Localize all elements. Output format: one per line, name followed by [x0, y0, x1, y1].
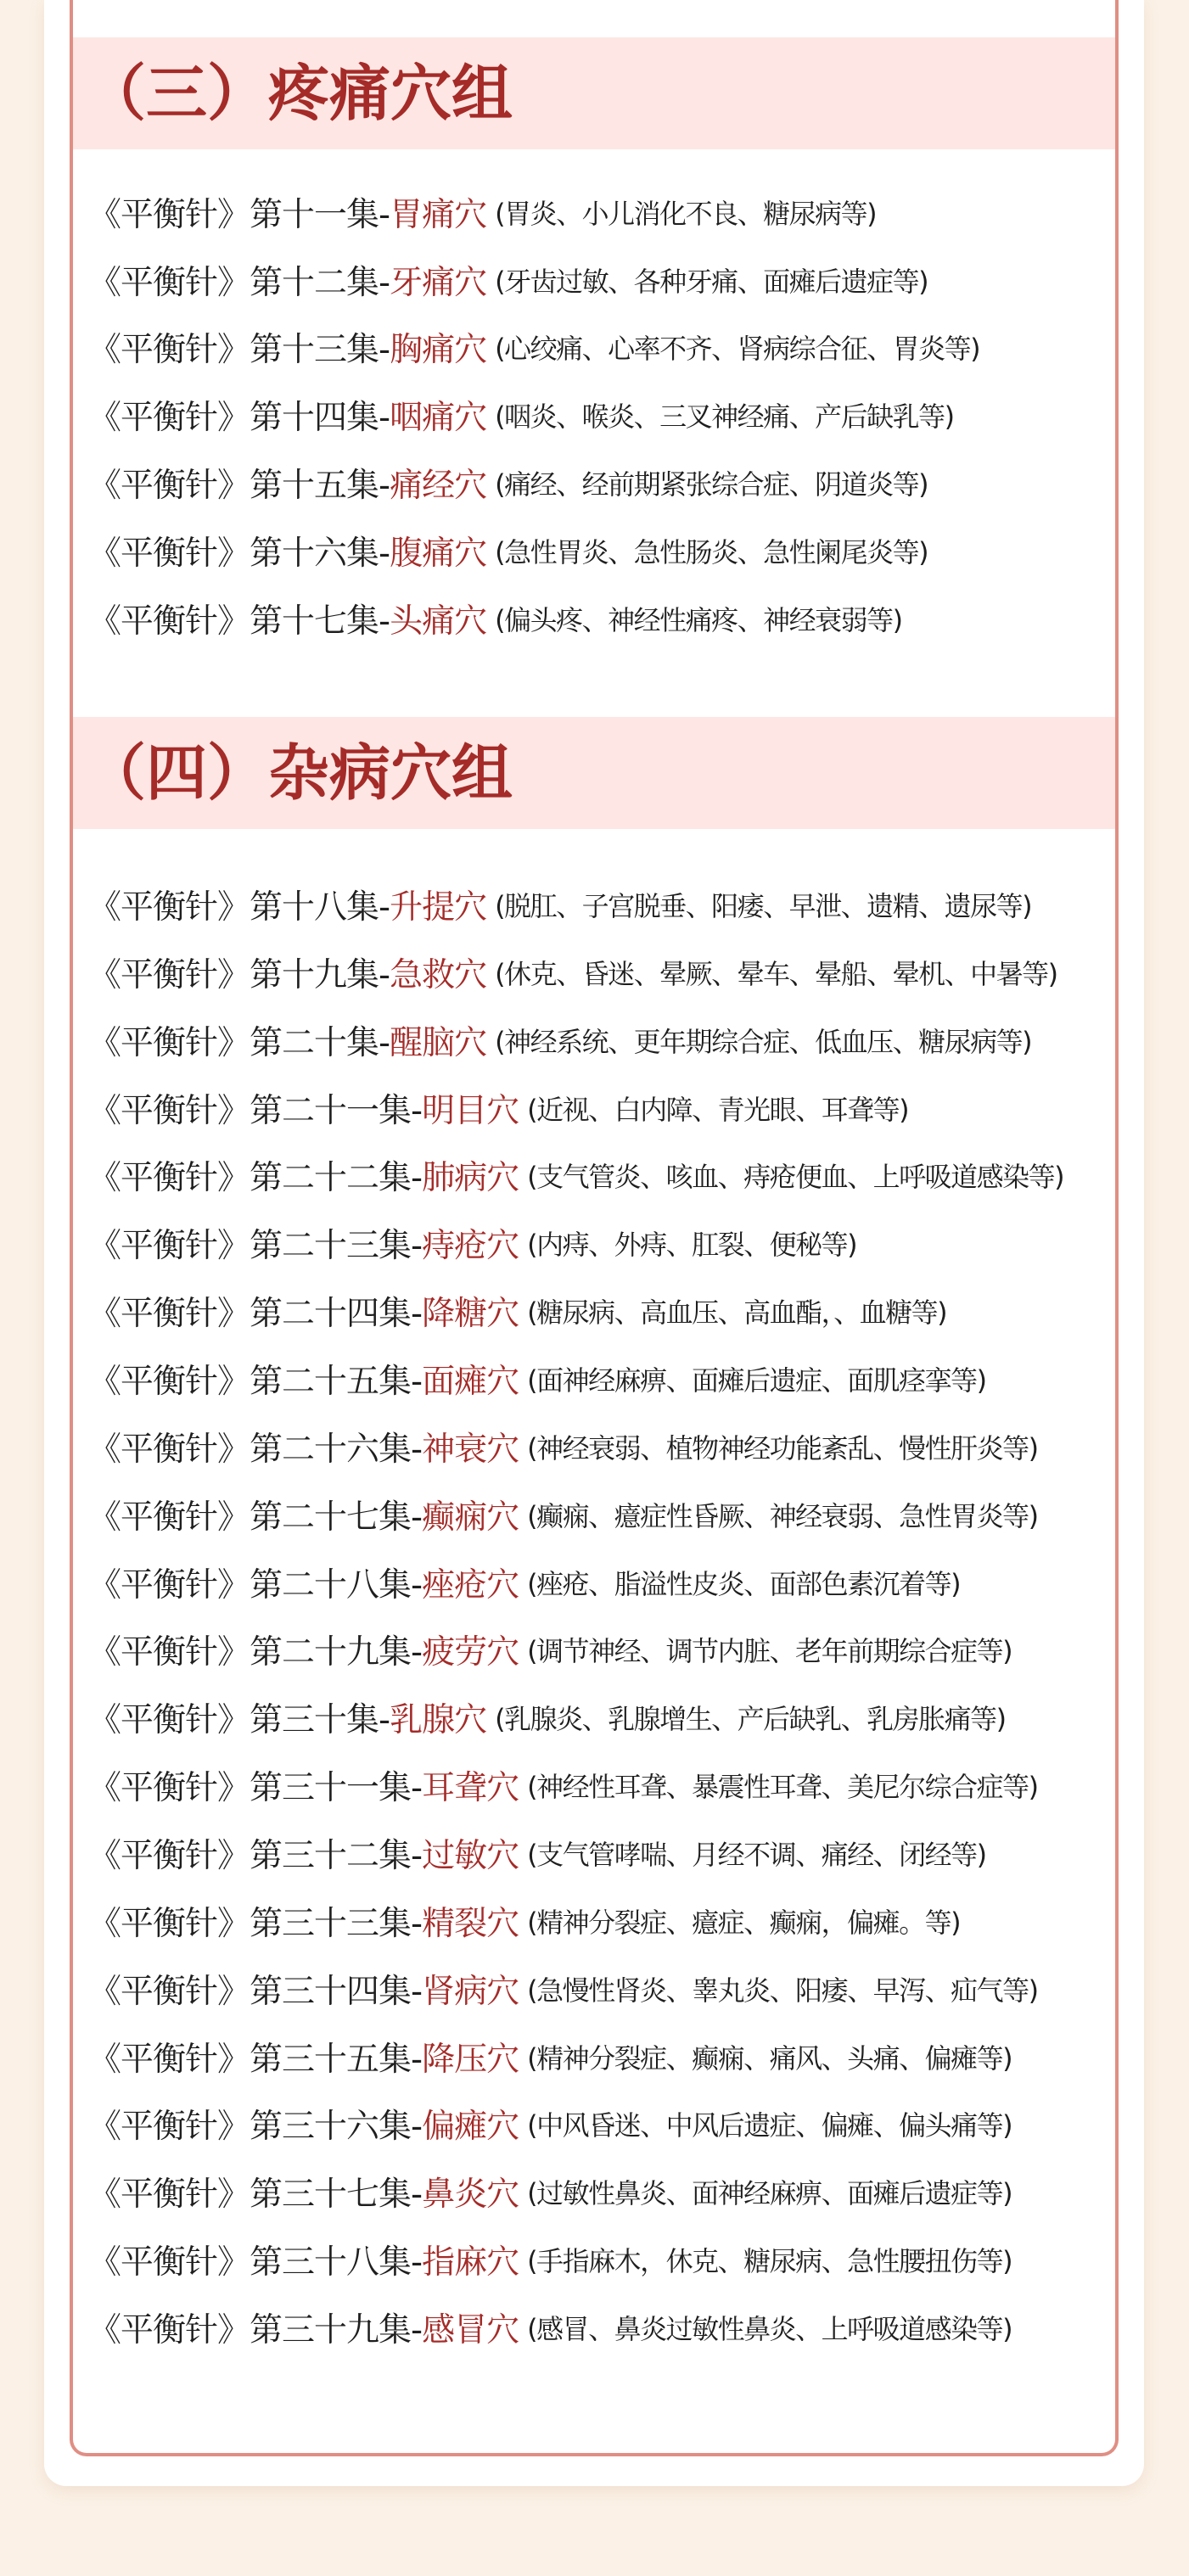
episode-list-item[interactable] — [88, 2158, 1125, 2226]
acupoint-name: 疲劳穴 — [422, 1633, 519, 1672]
indication-note: (面神经麻痹、面瘫后遗症、面肌痉挛等) — [527, 1364, 986, 1397]
indication-note: (支气管炎、咳血、痔疮便血、上呼吸道感染等) — [527, 1161, 1064, 1194]
acupoint-name: 偏瘫穴 — [422, 2108, 519, 2147]
episode-title: 《平衡针》第十九集- — [88, 955, 390, 994]
episode-title: 《平衡针》第十二集- — [88, 263, 390, 302]
episode-title: 《平衡针》第三十二集- — [88, 1836, 423, 1875]
indication-note: (支气管哮喘、月经不调、痛经、闭经等) — [527, 1838, 986, 1871]
acupoint-name: 面瘫穴 — [422, 1362, 519, 1401]
acupoint-name: 癫痫穴 — [422, 1498, 519, 1537]
episode-list-item[interactable] — [88, 517, 1125, 585]
indication-note: (神经性耳聋、暴震性耳聋、美尼尔综合症等) — [527, 1771, 1038, 1804]
indication-note: (乳腺炎、乳腺增生、产后缺乳、乳房胀痛等) — [495, 1703, 1006, 1736]
episode-title: 《平衡针》第十三集- — [88, 331, 390, 370]
episode-title: 《平衡针》第二十九集- — [88, 1633, 423, 1672]
episode-list-item[interactable] — [88, 1006, 1125, 1074]
episode-title: 《平衡针》第十六集- — [88, 534, 390, 573]
episode-list-item[interactable] — [88, 1548, 1125, 1616]
misc-acupoint-list — [88, 871, 1125, 2361]
episode-list-item[interactable] — [88, 2293, 1125, 2361]
indication-note: (急慢性肾炎、睾丸炎、阳痿、早泻、疝气等) — [527, 1974, 1038, 2007]
indication-note: (精神分裂症、癔症、癫痫，偏瘫。等) — [527, 1906, 961, 1939]
episode-list-item[interactable] — [88, 1141, 1125, 1209]
acupoint-name: 过敏穴 — [422, 1836, 519, 1875]
episode-title: 《平衡针》第三十三集- — [88, 1904, 423, 1943]
indication-note: (中风昏迷、中风后遗症、偏瘫、偏头痛等) — [527, 2109, 1012, 2142]
episode-title: 《平衡针》第二十五集- — [88, 1362, 423, 1401]
indication-note: (脱肛、子宫脱垂、阳痿、早泄、遗精、遗尿等) — [495, 889, 1032, 922]
indication-note: (急性胃炎、急性肠炎、急性阑尾炎等) — [495, 535, 928, 568]
indication-note: (近视、白内障、青光眼、耳聋等) — [527, 1093, 909, 1126]
episode-title: 《平衡针》第二十四集- — [88, 1295, 423, 1334]
acupoint-name: 降压穴 — [422, 2040, 519, 2079]
indication-note: (内痔、外痔、肛裂、便秘等) — [527, 1229, 857, 1262]
episode-list-item[interactable] — [88, 938, 1125, 1006]
indication-note: (痤疮、脂溢性皮炎、面部色素沉着等) — [527, 1567, 961, 1600]
episode-list-item[interactable] — [88, 449, 1125, 517]
acupoint-name: 肺病穴 — [422, 1159, 519, 1198]
episode-title: 《平衡针》第二十二集- — [88, 1159, 423, 1198]
indication-note: (牙齿过敏、各种牙痛、面瘫后遗症等) — [495, 265, 928, 298]
episode-title: 《平衡针》第三十八集- — [88, 2243, 423, 2282]
acupoint-name: 痔疮穴 — [422, 1227, 519, 1266]
episode-list-item[interactable] — [88, 585, 1125, 652]
episode-list-item[interactable] — [88, 1481, 1125, 1548]
episode-list-item[interactable] — [88, 1209, 1125, 1277]
acupoint-name: 咽痛穴 — [390, 399, 487, 438]
episode-list-item[interactable] — [88, 1819, 1125, 1887]
indication-note: (痛经、经前期紧张综合症、阴道炎等) — [495, 468, 928, 501]
episode-title: 《平衡针》第三十五集- — [88, 2040, 423, 2079]
episode-title: 《平衡针》第十五集- — [88, 467, 390, 506]
indication-note: (调节神经、调节内脏、老年前期综合症等) — [527, 1635, 1012, 1668]
indication-note: (心绞痛、心率不齐、肾病综合征、胃炎等) — [495, 333, 980, 366]
episode-title: 《平衡针》第二十八集- — [88, 1565, 423, 1604]
indication-note: (癫痫、癔症性昏厥、神经衰弱、急性胃炎等) — [527, 1499, 1038, 1532]
episode-title: 《平衡针》第三十六集- — [88, 2108, 423, 2147]
acupoint-name: 腹痛穴 — [390, 534, 487, 573]
acupoint-name: 降糖穴 — [422, 1295, 519, 1334]
acupoint-name: 鼻炎穴 — [422, 2176, 519, 2215]
episode-list-item[interactable] — [88, 178, 1125, 246]
indication-note: (偏头疼、神经性痛疼、神经衰弱等) — [495, 603, 902, 636]
episode-list-item[interactable] — [88, 1683, 1125, 1751]
acupoint-name: 头痛穴 — [390, 602, 487, 641]
acupoint-name: 神衰穴 — [422, 1430, 519, 1469]
episode-list-item[interactable] — [88, 314, 1125, 382]
indication-note: (神经系统、更年期综合症、低血压、糖尿病等) — [495, 1025, 1032, 1058]
episode-title: 《平衡针》第十七集- — [88, 602, 390, 641]
acupoint-name: 感冒穴 — [422, 2310, 519, 2349]
section-title-misc: （四）杂病穴组 — [85, 736, 513, 809]
indication-note: (神经衰弱、植物神经功能紊乱、慢性肝炎等) — [527, 1431, 1038, 1464]
acupoint-name: 明目穴 — [422, 1091, 519, 1130]
episode-list-item[interactable] — [88, 1345, 1125, 1413]
episode-list-item[interactable] — [88, 2023, 1125, 2091]
episode-title: 《平衡针》第二十集- — [88, 1023, 390, 1062]
indication-note: (糖尿病、高血压、高血酯，、血糖等) — [527, 1296, 947, 1330]
episode-title: 《平衡针》第三十九集- — [88, 2310, 423, 2349]
section-title-pain: （三）疼痛穴组 — [85, 57, 513, 129]
acupoint-name: 耳聋穴 — [422, 1769, 519, 1808]
episode-list-item[interactable] — [88, 1955, 1125, 2023]
acupoint-name: 乳腺穴 — [390, 1701, 487, 1740]
episode-list-item[interactable] — [88, 1074, 1125, 1142]
pain-acupoint-list — [88, 178, 1125, 652]
acupoint-name: 痤疮穴 — [422, 1565, 519, 1604]
acupoint-name: 指麻穴 — [422, 2243, 519, 2282]
indication-note: (休克、昏迷、晕厥、晕车、晕船、晕机、中暑等) — [495, 957, 1057, 990]
episode-title: 《平衡针》第三十集- — [88, 1701, 390, 1740]
episode-title: 《平衡针》第十八集- — [88, 888, 390, 927]
indication-note: (感冒、鼻炎过敏性鼻炎、上呼吸道感染等) — [527, 2312, 1012, 2345]
episode-list-item[interactable] — [88, 2226, 1125, 2293]
episode-title: 《平衡针》第三十七集- — [88, 2176, 423, 2215]
acupoint-name: 胸痛穴 — [390, 331, 487, 370]
indication-note: (胃炎、小儿消化不良、糖尿病等) — [495, 197, 877, 230]
acupoint-name: 升提穴 — [390, 888, 487, 927]
indication-note: (咽炎、喉炎、三叉神经痛、产后缺乳等) — [495, 400, 954, 434]
acupoint-name: 醒脑穴 — [390, 1023, 487, 1062]
episode-list-item[interactable] — [88, 1413, 1125, 1481]
episode-list-item[interactable] — [88, 1751, 1125, 1819]
episode-list-item[interactable] — [88, 381, 1125, 449]
episode-list-item[interactable] — [88, 1887, 1125, 1955]
indication-note: (精神分裂症、癫痫、痛风、头痛、偏瘫等) — [527, 2041, 1012, 2075]
acupoint-name: 牙痛穴 — [390, 263, 487, 302]
episode-title: 《平衡针》第二十一集- — [88, 1091, 423, 1130]
indication-note: (过敏性鼻炎、面神经麻痹、面瘫后遗症等) — [527, 2177, 1012, 2210]
episode-list-item[interactable] — [88, 2090, 1125, 2158]
episode-list-item[interactable] — [88, 1277, 1125, 1345]
acupoint-name: 胃痛穴 — [390, 195, 487, 234]
episode-title: 《平衡针》第三十四集- — [88, 1972, 423, 2011]
episode-title: 《平衡针》第二十三集- — [88, 1227, 423, 1266]
acupoint-name: 痛经穴 — [390, 467, 487, 506]
episode-list-item[interactable] — [88, 871, 1125, 938]
acupoint-name: 精裂穴 — [422, 1904, 519, 1943]
acupoint-name: 急救穴 — [390, 955, 487, 994]
episode-title: 《平衡针》第三十一集- — [88, 1769, 423, 1808]
episode-title: 《平衡针》第十四集- — [88, 399, 390, 438]
episode-list-item[interactable] — [88, 1616, 1125, 1683]
episode-list-item[interactable] — [88, 246, 1125, 314]
episode-title: 《平衡针》第十一集- — [88, 195, 390, 234]
indication-note: (手指麻木，休克、糖尿病、急性腰扭伤等) — [527, 2245, 1012, 2278]
episode-title: 《平衡针》第二十七集- — [88, 1498, 423, 1537]
acupoint-name: 肾病穴 — [422, 1972, 519, 2011]
episode-title: 《平衡针》第二十六集- — [88, 1430, 423, 1469]
